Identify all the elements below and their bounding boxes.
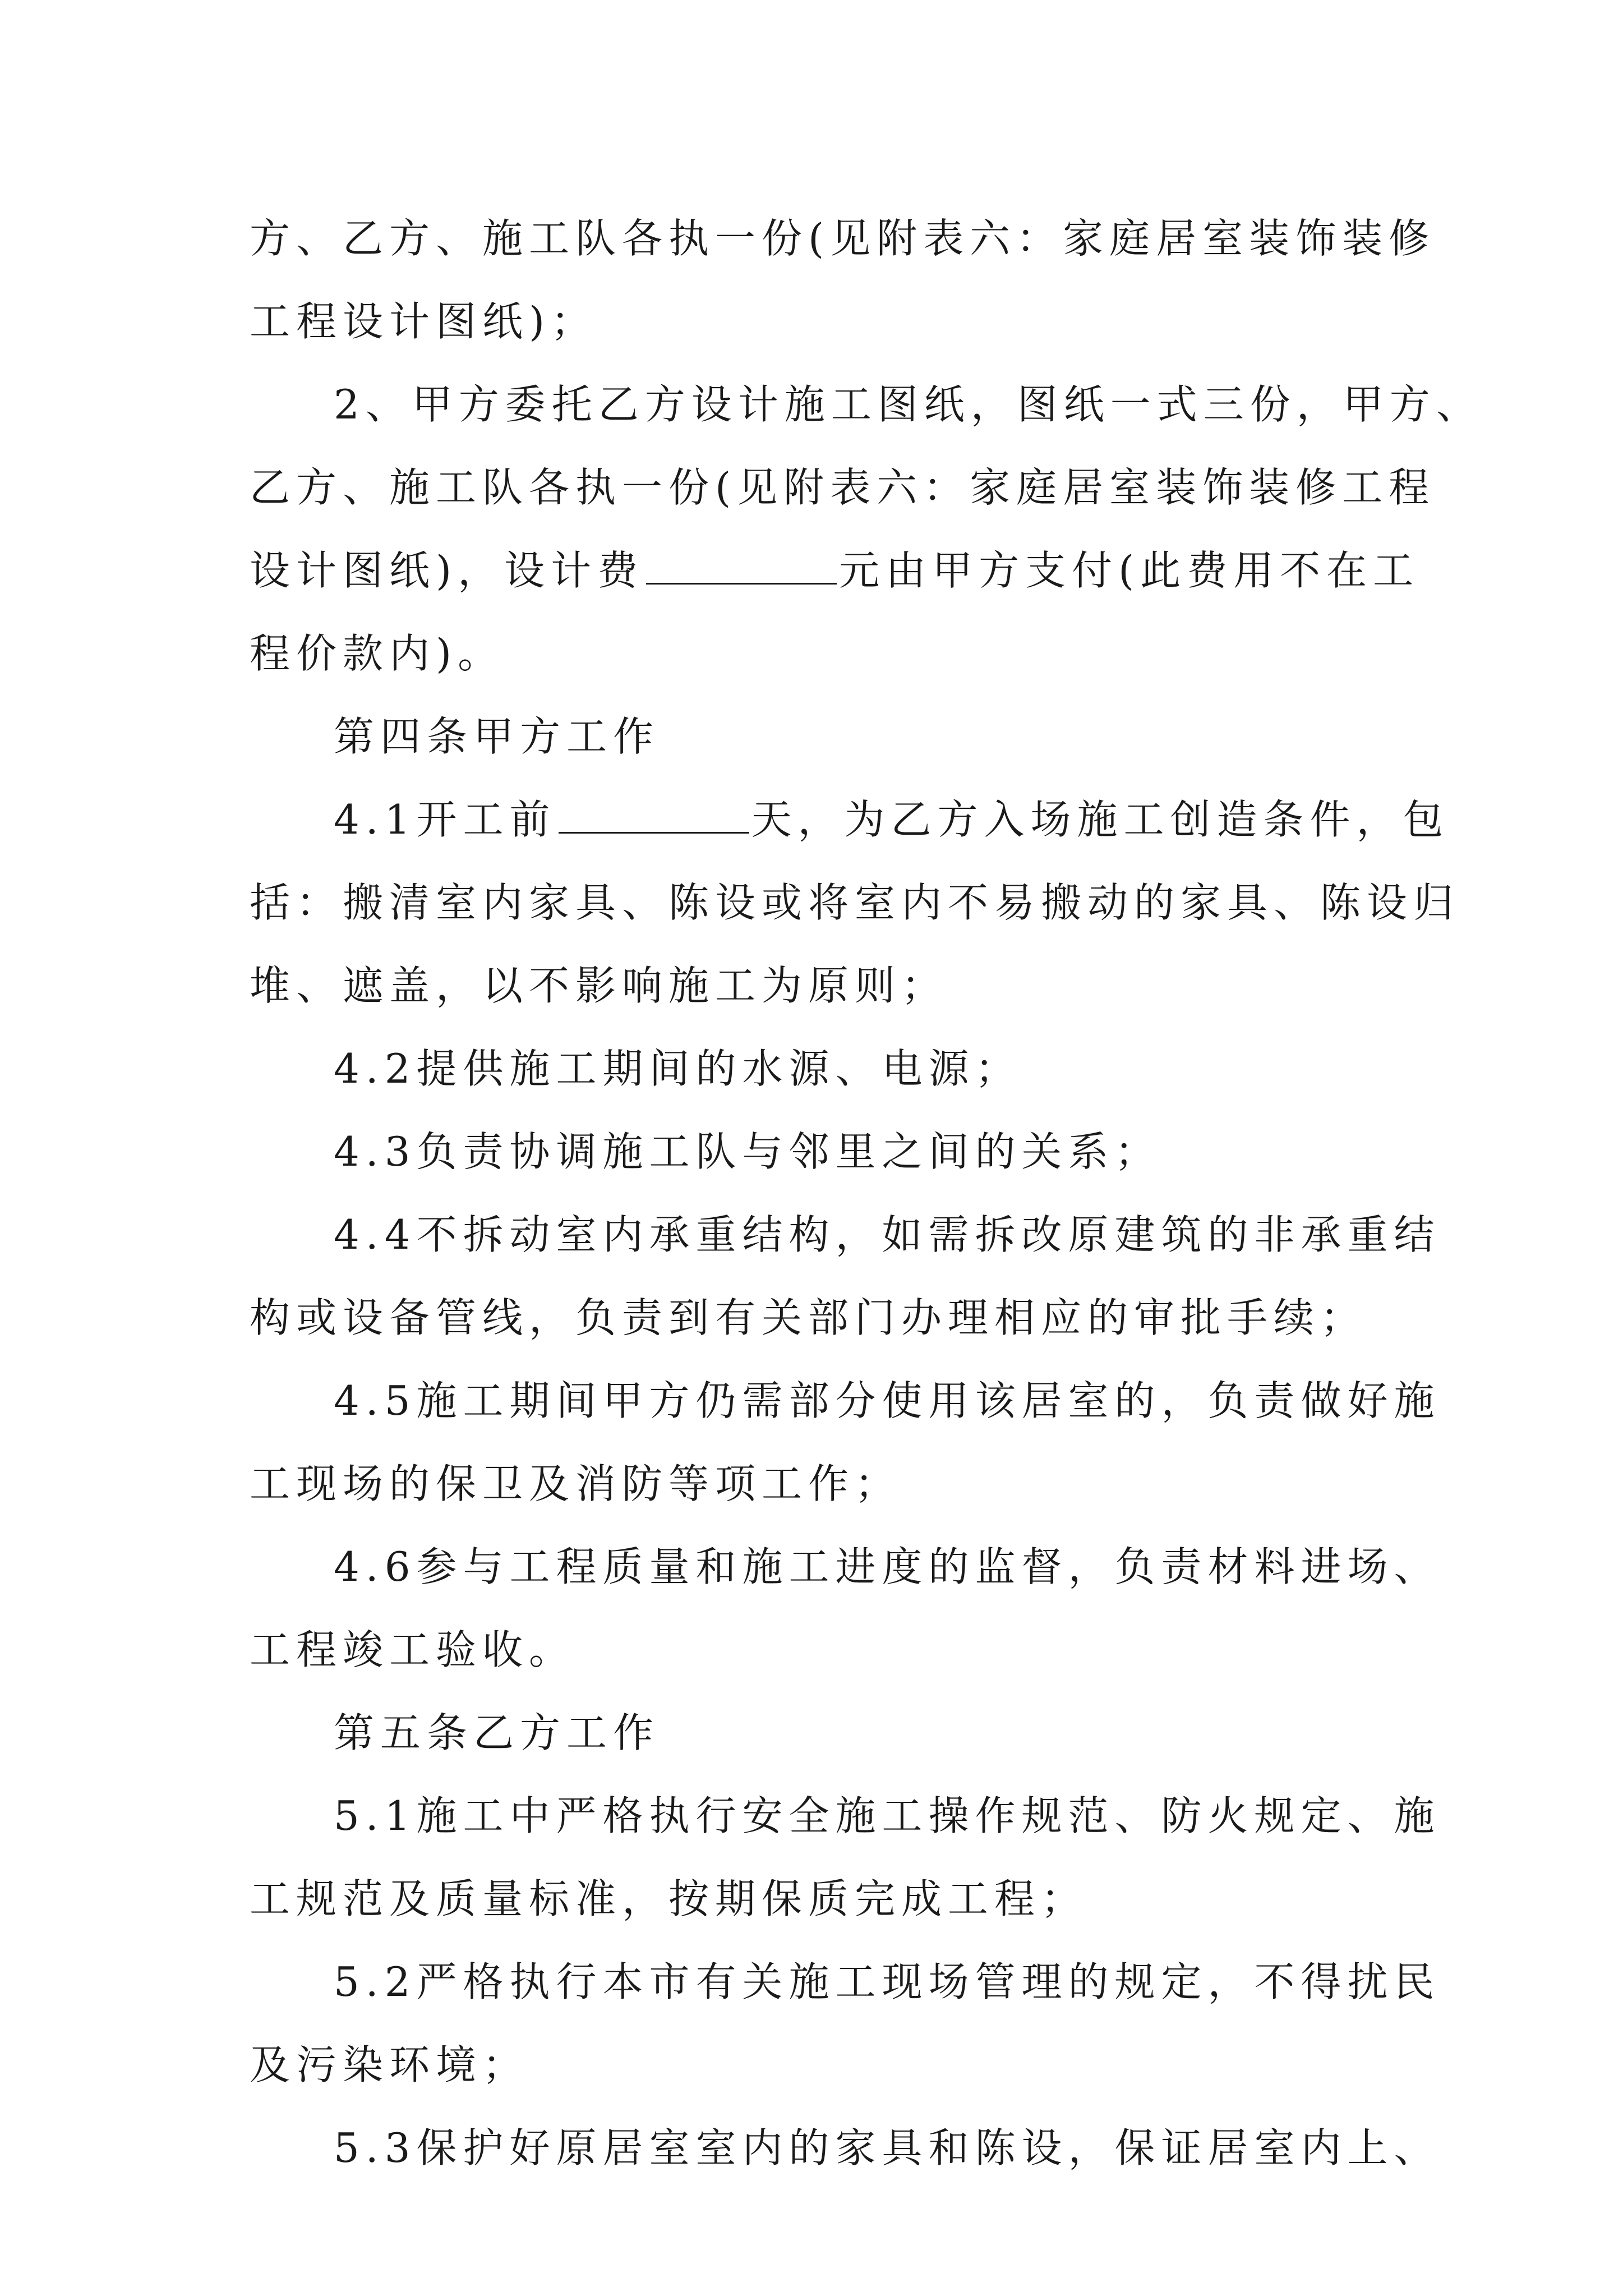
text-line: 程价款内)。 (250, 630, 505, 677)
text-line: 堆、遮盖，以不影响施工为原则； (250, 962, 948, 1009)
text-line: 工现场的保卫及消防等项工作； (250, 1460, 902, 1507)
text-line (250, 545, 1419, 596)
text-line: 4.5施工期间甲方仍需部分使用该居室的，负责做好施 (334, 1377, 1441, 1424)
text-segment: 元由甲方支付(此费用不在工 (839, 547, 1420, 594)
text-line: 4.3负责协调施工队与邻里之间的关系； (334, 1128, 1161, 1175)
text-line: 5.3保护好原居室室内的家具和陈设，保证居室内上、 (334, 2124, 1441, 2171)
text-segment: 设计图纸)，设计费 (250, 547, 644, 594)
text-line: 2、甲方委托乙方设计施工图纸，图纸一式三份，甲方、 (334, 381, 1483, 428)
text-line: 方、乙方、施工队各执一份(见附表六：家庭居室装饰装修 (250, 215, 1436, 262)
text-line: 括：搬清室内家具、陈设或将室内不易搬动的家具、陈设归 (250, 879, 1460, 926)
section-heading: 第四条甲方工作 (334, 713, 660, 760)
text-line: 工规范及质量标准，按期保质完成工程； (250, 1875, 1088, 1922)
text-line: 工程设计图纸)； (250, 298, 598, 345)
text-line (334, 794, 1450, 845)
text-segment: 4.1开工前 (334, 796, 556, 843)
text-line: 工程竣工验收。 (250, 1626, 576, 1673)
text-line: 5.2严格执行本市有关施工现场管理的规定，不得扰民 (334, 1958, 1441, 2005)
fill-in-blank[interactable] (646, 549, 837, 585)
section-heading: 第五条乙方工作 (334, 1709, 660, 1756)
text-line: 5.1施工中严格执行安全施工操作规范、防火规定、施 (334, 1792, 1441, 1839)
text-line: 及污染环境； (250, 2041, 529, 2088)
fill-in-blank[interactable] (559, 798, 749, 834)
text-line: 4.6参与工程质量和施工进度的监督，负责材料进场、 (334, 1543, 1441, 1590)
text-line: 构或设备管线，负责到有关部门办理相应的审批手续； (250, 1294, 1367, 1341)
text-line: 乙方、施工队各执一份(见附表六：家庭居室装饰装修工程 (250, 464, 1436, 511)
text-segment: 天，为乙方入场施工创造条件，包 (751, 796, 1450, 843)
text-line: 4.4不拆动室内承重结构，如需拆改原建筑的非承重结 (334, 1211, 1441, 1258)
text-line: 4.2提供施工期间的水源、电源； (334, 1045, 1022, 1092)
